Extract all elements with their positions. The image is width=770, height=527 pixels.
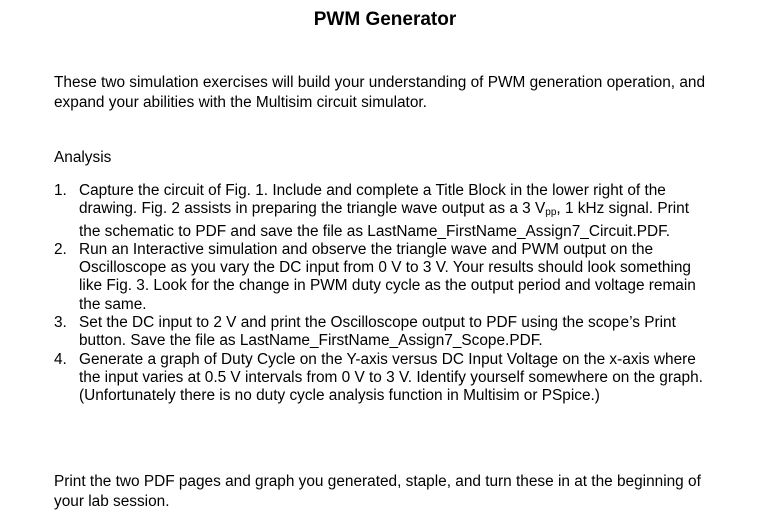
list-item [54,351,714,406]
intro-paragraph: These two simulation exercises will build your understanding of PWM generation operation, and expand your abilities with the Multisim circuit simulator. [54,74,706,111]
list-item-text: Generate a graph of Duty Cycle on the Y-axis versus DC Input Voltage on the x-axis where the input varies at 0.5 V intervals from 0 V to 3 V. Identify yourself somewhere on the graph. (Unfortunately there is no duty cycle analysis function in Multisim or PSpice.) [79,350,703,405]
list-item-text-part: , 1 kHz signal. Print the schematic to PDF and save the file as LastName_FirstName_Assign7_Circuit.PDF. [79,200,689,240]
voltage-subscript: pp [545,207,557,219]
list-item-number: 1. [54,182,67,199]
list-item-number: 4. [54,350,67,368]
list-item-text: Run an Interactive simulation and observe the triangle wave and PWM output on the Oscilloscope as you vary the DC input from 0 V to 3 V. Your results should look something like Fig. 3. Look for the change in PWM duty cycle as the output period and voltage remain the same. [79,240,696,313]
list-item-text [79,182,689,240]
list-item [54,314,714,351]
closing-paragraph: Print the two PDF pages and graph you generated, staple, and turn these in at the beginning of your lab session. [54,473,701,510]
list-item-text-part: Capture the circuit of Fig. 1. Include and complete a Title Block in the lower right of the drawing. Fig. 2 assists in preparing the triangle wave output as a 3 V [79,182,666,218]
list-item-number: 3. [54,314,67,332]
page-title: PWM Generator [313,9,457,30]
section-heading: Analysis [54,149,112,166]
list-item [54,182,714,241]
analysis-steps-list [54,182,714,406]
list-item [54,241,714,314]
list-item-number: 2. [54,240,67,258]
list-item-text: Set the DC input to 2 V and print the Oscilloscope output to PDF using the scope’s Print button. Save the file as LastName_FirstName_Assign7_Scope.PDF. [79,314,676,350]
